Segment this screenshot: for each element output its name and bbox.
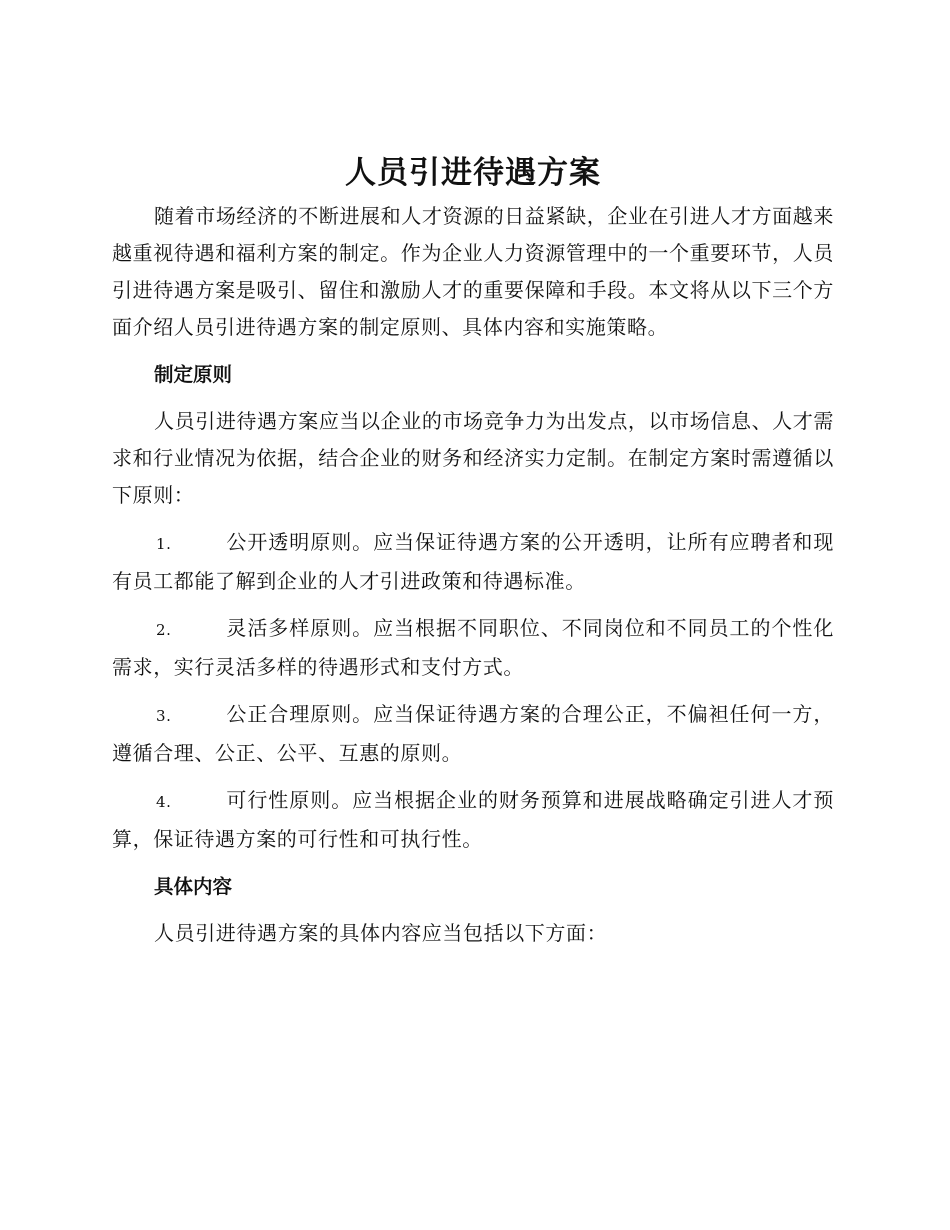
list-item <box>112 610 834 686</box>
content-paragraph: 人员引进待遇方案的具体内容应当包括以下方面： <box>154 921 608 945</box>
list-item <box>112 782 834 858</box>
list-item <box>112 524 834 600</box>
document-page <box>112 148 834 952</box>
document-title: 人员引进待遇方案 <box>345 155 601 191</box>
list-item-number: 1. <box>156 535 172 553</box>
list-item-text: 可行性原则。应当根据企业的财务预算和进展战略确定引进人才预算，保证待遇方案的可行性和可执行性。 <box>112 788 834 851</box>
section-heading-content: 具体内容 <box>154 875 233 898</box>
principles-paragraph: 人员引进待遇方案应当以企业的市场竞争力为出发点，以市场信息、人才需求和行业情况为依据，结合企业的财务和经济实力定制。在制定方案时需遵循以下原则： <box>112 409 834 507</box>
list-item-text: 公正合理原则。应当保证待遇方案的合理公正，不偏袒任何一方，遵循合理、公正、公平、互惠的原则。 <box>112 702 834 765</box>
list-item-number: 3. <box>156 707 172 725</box>
list-item <box>112 696 834 772</box>
list-item-text: 公开透明原则。应当保证待遇方案的公开透明，让所有应聘者和现有员工都能了解到企业的人才引进政策和待遇标准。 <box>112 530 834 593</box>
intro-paragraph: 随着市场经济的不断进展和人才资源的日益紧缺，企业在引进人才方面越来越重视待遇和福利方案的制定。作为企业人力资源管理中的一个重要环节，人员引进待遇方案是吸引、留住和激励人才的重要保障和手段。本文将从以下三个方面介绍人员引进待遇方案的制定原则、具体内容和实施策略。 <box>112 204 834 339</box>
list-item-number: 4. <box>156 793 172 811</box>
list-item-number: 2. <box>156 621 172 639</box>
section-heading-principles: 制定原则 <box>154 363 233 386</box>
list-item-text: 灵活多样原则。应当根据不同职位、不同岗位和不同员工的个性化需求，实行灵活多样的待遇形式和支付方式。 <box>112 616 834 679</box>
